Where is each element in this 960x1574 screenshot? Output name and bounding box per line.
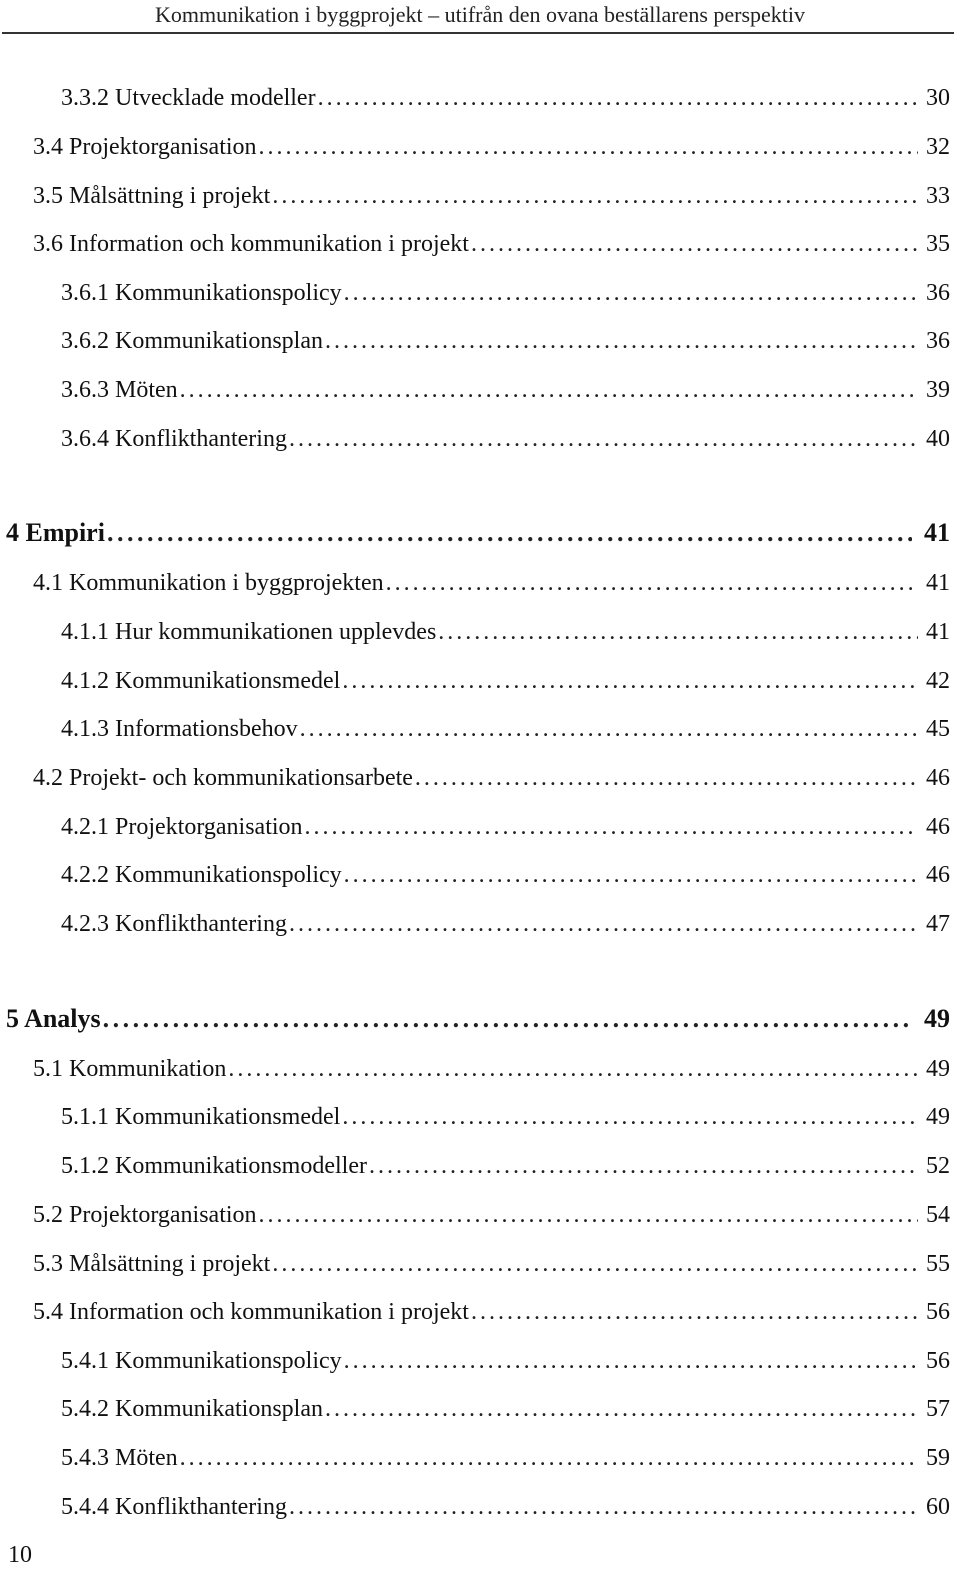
toc-entry-title: 5.4.3 Möten bbox=[61, 1445, 178, 1471]
toc-entry[interactable] bbox=[61, 713, 950, 745]
toc-entry-page: 35 bbox=[926, 231, 950, 257]
toc-entry-page: 46 bbox=[926, 814, 950, 840]
toc-entry-title: 3.6.1 Kommunikationspolicy bbox=[61, 280, 342, 306]
toc-entry[interactable] bbox=[61, 908, 950, 940]
toc-entry-title: 3.6.3 Möten bbox=[61, 377, 178, 403]
toc-entry-page: 46 bbox=[926, 765, 950, 791]
toc-entry-title: 5.2 Projektorganisation bbox=[33, 1202, 257, 1228]
toc-entry-page: 36 bbox=[926, 328, 950, 354]
dot-leader bbox=[289, 908, 918, 940]
toc-entry-title: 5.4.2 Kommunikationsplan bbox=[61, 1396, 323, 1422]
toc-entry[interactable] bbox=[61, 1393, 950, 1425]
dot-leader bbox=[386, 567, 918, 599]
toc-entry-page: 42 bbox=[926, 668, 950, 694]
toc-entry[interactable] bbox=[61, 82, 950, 114]
toc-entry[interactable] bbox=[33, 1248, 950, 1280]
toc-entry[interactable] bbox=[61, 811, 950, 843]
toc-entry-title: 3.3.2 Utvecklade modeller bbox=[61, 85, 316, 111]
dot-leader bbox=[415, 762, 918, 794]
toc-entry[interactable] bbox=[61, 616, 950, 648]
dot-leader bbox=[272, 1248, 918, 1280]
toc-entry-title: 4.2.1 Projektorganisation bbox=[61, 814, 303, 840]
dot-leader bbox=[228, 1053, 918, 1085]
toc-entry-page: 40 bbox=[926, 426, 950, 452]
toc-entry-title: 3.6.2 Kommunikationsplan bbox=[61, 328, 323, 354]
dot-leader bbox=[289, 1491, 918, 1523]
dot-leader bbox=[325, 325, 918, 357]
toc-entry-page: 59 bbox=[926, 1445, 950, 1471]
toc-entry[interactable] bbox=[61, 374, 950, 406]
dot-leader bbox=[344, 277, 918, 309]
toc-entry[interactable] bbox=[61, 277, 950, 309]
toc-entry[interactable] bbox=[33, 1296, 950, 1328]
toc-entry-title: 5.4.4 Konflikthantering bbox=[61, 1494, 287, 1520]
toc-entry[interactable] bbox=[33, 180, 950, 212]
dot-leader bbox=[318, 82, 918, 114]
toc-entry-title: 5.1.1 Kommunikationsmedel bbox=[61, 1104, 341, 1130]
toc-entry-title: 4 Empiri bbox=[6, 518, 105, 547]
toc-entry[interactable] bbox=[61, 1150, 950, 1182]
toc-entry-title: 4.2.3 Konflikthantering bbox=[61, 911, 287, 937]
toc-entry[interactable] bbox=[61, 1491, 950, 1523]
toc-entry[interactable] bbox=[33, 567, 950, 599]
dot-leader bbox=[289, 423, 918, 455]
running-header: Kommunikation i byggprojekt – utifrån den ovana beställarens perspektiv bbox=[154, 2, 806, 27]
toc-entry-title: 4.2.2 Kommunikationspolicy bbox=[61, 862, 342, 888]
toc-entry-page: 56 bbox=[926, 1348, 950, 1374]
toc-entry-page: 60 bbox=[926, 1494, 950, 1520]
toc-entry[interactable] bbox=[33, 1199, 950, 1231]
toc-entry-page: 36 bbox=[926, 280, 950, 306]
toc-entry-page: 47 bbox=[926, 911, 950, 937]
toc-entry[interactable] bbox=[61, 1345, 950, 1377]
toc-entry[interactable] bbox=[33, 228, 950, 260]
dot-leader bbox=[259, 131, 918, 163]
dot-leader bbox=[344, 859, 918, 891]
dot-leader bbox=[471, 228, 918, 260]
toc-entry[interactable] bbox=[6, 517, 950, 549]
toc-entry[interactable] bbox=[33, 131, 950, 163]
toc-entry[interactable] bbox=[33, 762, 950, 794]
toc-entry[interactable] bbox=[61, 423, 950, 455]
toc-entry-page: 41 bbox=[924, 518, 950, 547]
toc-entry[interactable] bbox=[61, 325, 950, 357]
dot-leader bbox=[369, 1150, 918, 1182]
page-number: 10 bbox=[8, 1542, 32, 1568]
toc-entry-title: 4.1 Kommunikation i byggprojekten bbox=[33, 570, 384, 596]
toc-entry-title: 5.4.1 Kommunikationspolicy bbox=[61, 1348, 342, 1374]
toc-entry-title: 3.6 Information och kommunikation i projekt bbox=[33, 231, 469, 257]
dot-leader bbox=[259, 1199, 918, 1231]
toc-entry-page: 41 bbox=[926, 570, 950, 596]
dot-leader bbox=[300, 713, 918, 745]
toc-entry-page: 49 bbox=[924, 1004, 950, 1033]
toc-entry[interactable] bbox=[6, 1003, 950, 1035]
dot-leader bbox=[180, 1442, 918, 1474]
toc-entry-title: 4.1.2 Kommunikationsmedel bbox=[61, 668, 341, 694]
toc-entry-title: 4.1.3 Informationsbehov bbox=[61, 716, 298, 742]
dot-leader bbox=[471, 1296, 918, 1328]
dot-leader bbox=[272, 180, 918, 212]
toc-entry-page: 52 bbox=[926, 1153, 950, 1179]
toc-entry-page: 56 bbox=[926, 1299, 950, 1325]
dot-leader bbox=[107, 517, 912, 549]
toc-entry[interactable] bbox=[61, 1101, 950, 1133]
toc-entry-title: 5.3 Målsättning i projekt bbox=[33, 1251, 271, 1277]
header-rule bbox=[2, 32, 954, 34]
dot-leader bbox=[344, 1345, 918, 1377]
toc-entry-title: 3.4 Projektorganisation bbox=[33, 134, 257, 160]
toc-entry-page: 41 bbox=[926, 619, 950, 645]
toc-entry-page: 33 bbox=[926, 183, 950, 209]
toc-entry[interactable] bbox=[61, 665, 950, 697]
dot-leader bbox=[305, 811, 918, 843]
toc-entry-title: 5.4 Information och kommunikation i projekt bbox=[33, 1299, 469, 1325]
toc-entry-title: 3.5 Målsättning i projekt bbox=[33, 183, 271, 209]
dot-leader bbox=[342, 665, 918, 697]
dot-leader bbox=[342, 1101, 918, 1133]
toc-entry-page: 55 bbox=[926, 1251, 950, 1277]
dot-leader bbox=[180, 374, 918, 406]
toc-entry-page: 32 bbox=[926, 134, 950, 160]
toc-entry-page: 54 bbox=[926, 1202, 950, 1228]
toc-entry-title: 5.1 Kommunikation bbox=[33, 1056, 227, 1082]
dot-leader bbox=[103, 1003, 912, 1035]
toc-entry-page: 45 bbox=[926, 716, 950, 742]
toc-entry-page: 46 bbox=[926, 862, 950, 888]
dot-leader bbox=[438, 616, 918, 648]
toc-entry-page: 49 bbox=[926, 1104, 950, 1130]
toc-entry-title: 5.1.2 Kommunikationsmodeller bbox=[61, 1153, 367, 1179]
toc-entry-page: 49 bbox=[926, 1056, 950, 1082]
toc-entry-title: 3.6.4 Konflikthantering bbox=[61, 426, 287, 452]
toc-entry[interactable] bbox=[61, 1442, 950, 1474]
toc-entry[interactable] bbox=[33, 1053, 950, 1085]
toc-entry-title: 4.2 Projekt- och kommunikationsarbete bbox=[33, 765, 413, 791]
dot-leader bbox=[325, 1393, 918, 1425]
toc-entry-title: 4.1.1 Hur kommunikationen upplevdes bbox=[61, 619, 437, 645]
toc-entry-page: 57 bbox=[926, 1396, 950, 1422]
toc-entry-page: 30 bbox=[926, 85, 950, 111]
toc-entry-title: 5 Analys bbox=[6, 1004, 101, 1033]
toc-entry[interactable] bbox=[61, 859, 950, 891]
toc-entry-page: 39 bbox=[926, 377, 950, 403]
